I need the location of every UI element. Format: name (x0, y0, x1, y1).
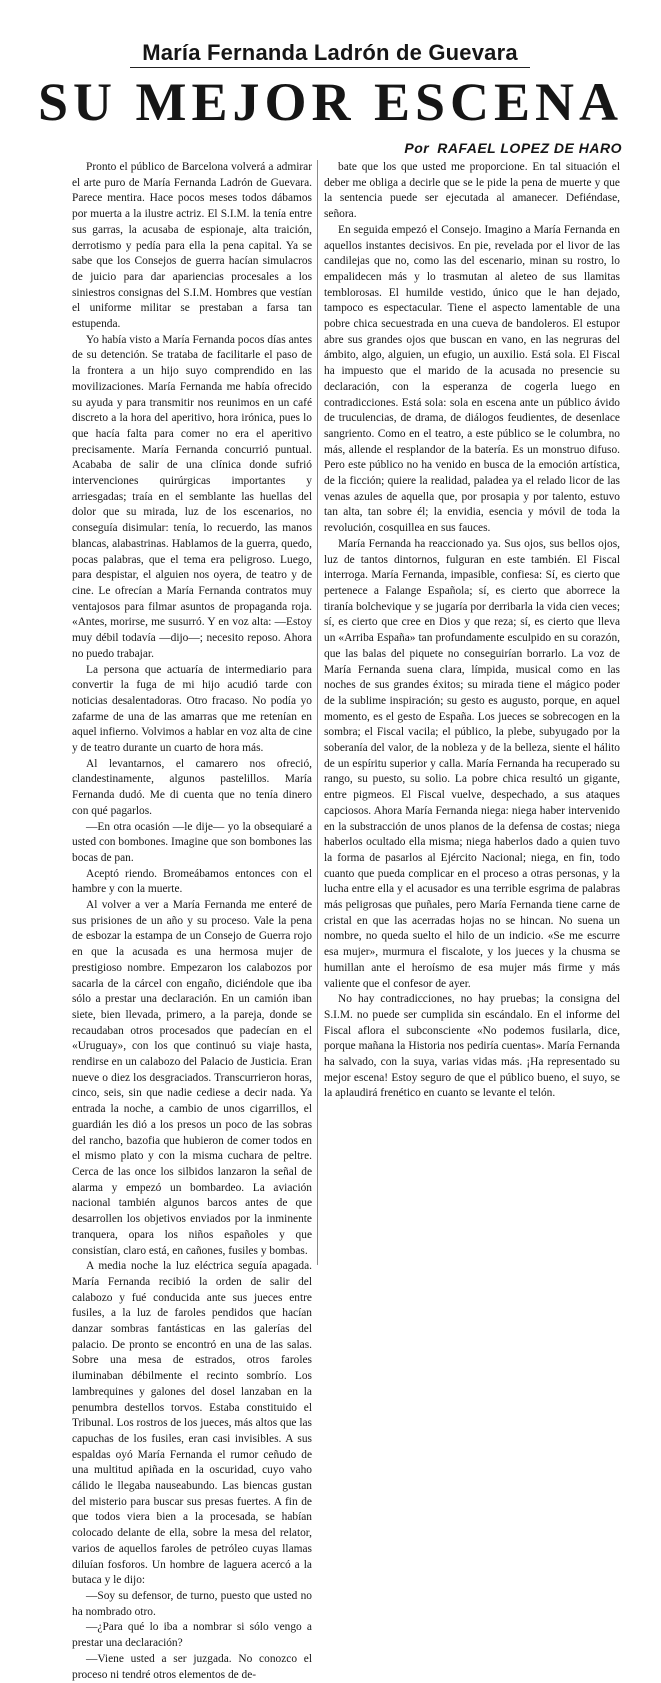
paragraph: Pronto el público de Barcelona volverá a admirar el arte puro de María Fernanda Ladrón de Guevara. Parece mentira. Hace pocos meses todos dábamos por muerta a la ilustre actriz. El S.I.M. la tenía entre sus garras, la acusaba de espionaje, alta traición, derrotismo y pedía para ella la pena capital. Ya se sabe que los Consejos de guerra hacían simulacros de juicio para dar apariencias procesales a los siniestros consignas del S.I.M. Hombres que vestían el uniforme militar se prestaban a farsa tan estupenda. (72, 161, 312, 331)
column-divider (317, 160, 318, 1265)
byline-author: RAFAEL LOPEZ DE HARO (437, 140, 622, 156)
paragraph: No hay contradicciones, no hay pruebas; la consigna del S.I.M. no puede ser cumplida sin escándalo. En el informe del Fiscal aflora el subconsciente «No podemos fusilarla, dice, porque mañana la Historia nos pediría cuentas». María Fernanda ha salvado, con la suya, varias vidas más. ¡Ha representado su mejor escena! Estoy seguro de que el público bueno, el suyo, se la aplaudirá frenético en cuanto se levante el telón. (324, 993, 620, 1100)
paragraph: —¿Para qué lo iba a nombrar si sólo vengo a prestar una declaración? (72, 1621, 312, 1650)
article-byline (352, 140, 622, 156)
paragraph: Al volver a ver a María Fernanda me enteré de sus prisiones de un año y su proceso. Vale la pena de esbozar la estampa de un Consejo de Guerra rojo en que la acusada es una hermosa mujer de prestigioso nombre. Empezaron los calabozos por sacarla de la cárcel con engaño, diciéndole que iba sólo a prestar una declaración. En un camión iban siete, bien llevada, primero, a la pareja, donde se recaudaban otros procesados que padecían en el «Uruguay», con los que continuó su viaje hasta, rendirse en un calabozo del Palacio de Justicia. Eran nueve o diez los desgraciados. Transcurrieron horas, cinco, seis, sin que nadie cediese a decir nada. Ya entrada la noche, a cambio de unos cigarrillos, el guardián les dió a los presos un poco de las sobras del rancho, bazofia que hubieron de comer todos en el mismo plato y con la misma cuchara de peltre. Cerca de las once los silbidos lanzaron la señal de alarma y empezó un bombardeo. La aviación nacional también algunos barcos antes de que desarrollen los objetivos enviados por la inminente tranquera, opara los niños españoles y que consistían, claro está, en cañones, fusiles y bombas. (72, 899, 312, 1257)
paragraph: Yo había visto a María Fernanda pocos días antes de su detención. Se trataba de facilitarle el paso de la frontera a un hijo suyo comprendido en las movilizaciones. María Fernanda me había ofrecido su ayuda y para transmitir nos reunimos en un café discreto a la hora del aperitivo, hora irónica, pues lo que hacía falta para comer no era el aperitivo precisamente. María Fernanda concurrió puntual. Acababa de salir de una clínica donde sufrió intervenciones quirúrgicas importantes y arriesgadas; traía en el semblante las huellas del dolor que su mirada, luz de los escenarios, no conseguía disimular: tenía, lo recuerdo, las manos blancas, alabastrinas. Hablamos de la guerra, quedo, pocas palabras, que el tema era peligroso. Luego, para despistar, el alguien nos oyera, de teatro y de cine. Le ofrecían a María Fernanda contratos muy ventajosos para filmar asuntos de propaganda roja. «Antes, morirse, me susurró. Y en voz alta: —Estoy muy débil todavía —dijo—; necesito reposo. Ahora no puedo trabajar. (72, 333, 312, 660)
paragraph: Aceptó riendo. Bromeábamos entonces con el hambre y con la muerte. (72, 867, 312, 896)
article-headline: SU MEJOR ESCENA (37, 72, 624, 132)
paragraph: —Viene usted a ser juzgada. No conozco el proceso ni tendré otros elementos de de- (72, 1652, 312, 1681)
paragraph: A media noche la luz eléctrica seguía apagada. María Fernanda recibió la orden de salir del calabozo y fué conducida ante sus jueces entre fusiles, a la luz de faroles pendidos que hacían danzar sombras fantásticas en las galerías del palacio. De pronto se encontró en una de las salas. Sobre una mesa de estrados, otros faroles iluminaban débilmente el recinto sombrío. Los lambrequines y galones del dosel lanzaban en la penumbra destellos torvos. Estaba constituido el Tribunal. Los rostros de los jueces, más altos que las capuchas de los fusiles, eran casi invisibles. A sus espaldas oyó María Fernanda el rumor ceñudo de una multitud apiñada en la oscuridad, cuyo vaho cálido le llegaba nauseabundo. Las biencas gustan del misterio para buscar sus presas fuertes. A fin de que todos viera bien a la procesada, se habían colocado delante de ella, sobre la mesa del relator, varios de aquellos faroles de petróleo cuyas llamas diluían fosforos. Un hombre de laguera acercó a la butaca y le dijo: (72, 1260, 312, 1587)
article-column-left (72, 160, 312, 1681)
paragraph: La persona que actuaría de intermediario para convertir la fuga de mi hijo acudió tarde con noticias desalentadoras. Otro fracaso. No podía yo zafarme de una de las amarras que me retenían en aquel infierno. Volvimos a hablar en voz alta de cine y de teatro durante un cuarto de hora más. (72, 663, 312, 755)
article-column-right (324, 160, 620, 1265)
paragraph: —En otra ocasión —le dije— yo la obsequiaré a usted con bombones. Imagine que son bombones las bocas de pan. (72, 820, 312, 864)
byline-prefix: Por (404, 140, 430, 156)
article-kicker: María Fernanda Ladrón de Guevara (130, 40, 530, 68)
paragraph: bate que los que usted me proporcione. En tal situación el deber me obliga a decirle que se le pide la pena de muerte y que la sentencia puede ser ejecutada al amanecer. Defiéndase, señora. (324, 161, 620, 221)
paragraph: María Fernanda ha reaccionado ya. Sus ojos, sus bellos ojos, luz de tantos dintornos, fulguran en este también. El Fiscal interroga. María Fernanda, impasible, confiesa: Sí, es cierto que pertenece a Falange Española; sí, es cierto que aborrece la tiranía bolchevique y se jugaría por derribarla la vida cien veces; sí, es cierto que cree en Dios y que reza; sí, es cierto que lleva un «Arriba España» tan profundamente esculpido en su corazón, que las balas del piquete no conseguirían borrarlo. La voz de María Fernanda suena clara, límpida, musical como en las noches de sus grandes éxitos; su mirada tiene el mágico poder de la sublime inspiración; su gesto es augusto, porque, en aquel momento, es el gesto de España. Los jueces se sobrecogen en la sombra; el Fiscal vacila; el público, la plebe, subyugado por la soberanía del valor, de la nobleza y de la belleza, siente el hálito de un espíritu superior y calla. María Fernanda ha recuperado su rango, su puesto, su solio. La pobre chica resultó un gigante, entre pigmeos. El Fiscal vuelve, despechado, a sus ataques capciosos. Ahora María Fernanda niega: niega haber intervenido en la substracción de unos planos de la defensa de costas; niega haberlos ocultado ella misma; niega haberlos dado a quien tuvo la forma de pasarlos al Ejército Nacional; niega, en fin, todo cuanto que pueda complicar en el proceso a otras personas, y la lucha entre ella y el acusador es una terrible esgrima de palabras más peligrosas que puñales, pero María Fernanda tiene carne de cristal en que las acerradas hojas no se hincan. No suena un nombre, no queda suelto el hilo de un indicio. «Se me escurre esa mujer», murmura el fiscalote, y los jueces y la chusma se humillan ante el heroísmo de esa mujer más firme y más valiente que el confesor de ayer. (324, 537, 620, 990)
paragraph: En seguida empezó el Consejo. Imagino a María Fernanda en aquellos instantes decisivos. En pie, revelada por el livor de las candilejas que no, como las del escenario, minan su rostro, lo empalidecen más y lo trasmutan al aleteo de sus llamitas temblorosas. El humilde vestido, único que le han dejado, tampoco es espectacular. Tiene el aspecto lamentable de una pobre chica secuestrada en una cueva de bandoleros. El estupor abre sus grandes ojos que buscan en vano, en las negruras del ámbito, algo, alguien, un efugio, un auxilio. Está sola. El Fiscal ha impuesto que el marido de la acusada no presencie su declaración, con la esperanza de cogerla luego en contradicciones. Está sola: sola en escena ante un público ávido de truculencias, de drama, de diálogos feudientes, de desenlace sangriento. Como en el teatro, a este público se le columbra, no más, allende el resplandor de la batería. Es un monstruo difuso. Pero este público no ha venido en busca de la emoción artística, de la ficción; quiere la realidad, paladea ya el relado licor de las venas azules de aquella que, por prosapia y por talento, estuvo tan alta, tan sobre él; la envidia, esencia y móvil de toda la revolución, cosquillea en sus fauces. (324, 223, 620, 535)
paragraph: Al levantarnos, el camarero nos ofreció, clandestinamente, algunos pastelillos. María Fernanda dudó. Me di cuenta que no tenía dinero con qué pagarlos. (72, 757, 312, 817)
paragraph: —Soy su defensor, de turno, puesto que usted no ha nombrado otro. (72, 1589, 312, 1618)
